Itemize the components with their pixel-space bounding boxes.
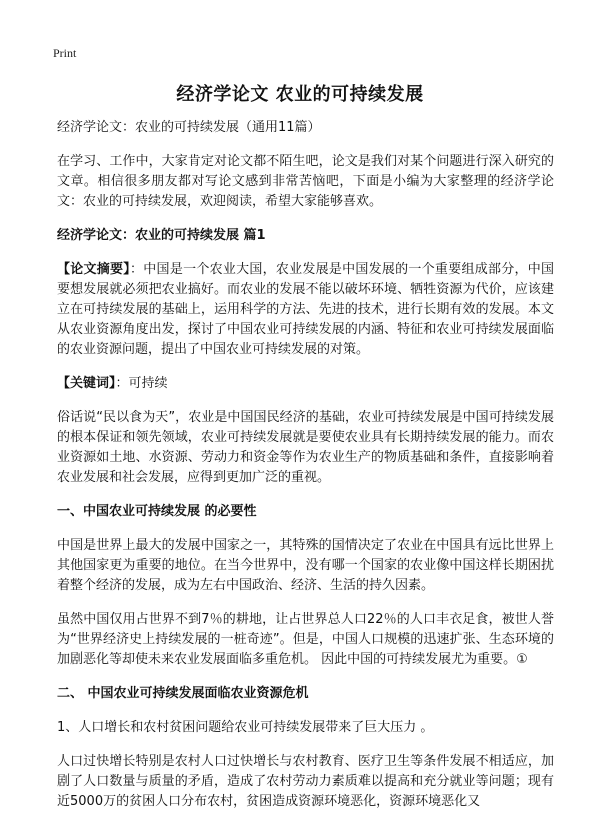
keywords-text: ：可持续 (115, 376, 168, 391)
abstract-label: 【论文摘要】 (57, 262, 131, 277)
intro2-paragraph: 俗话说“民以食为天”，农业是中国国民经济的基础，农业可持续发展是中国可持续发展的根本保证和领先领域，农业可持续发展就是要使农业具有长期持续发展的能力。而农业资源如土地、水资源、劳动力和资金等作为农业生产的物质基础和条件，直接影响着农业发展和社会发展，应得到更加广泛的重视。 (57, 410, 554, 485)
page-title: 经济学论文 农业的可持续发展 (176, 84, 424, 105)
section2-heading: 二、 中国农业可持续发展面临农业资源危机 (57, 686, 309, 701)
abstract-paragraph (57, 260, 554, 360)
section2-subheading: 1、人口增长和农村贫困问题给农业可持续发展带来了巨大压力 。 (57, 720, 434, 735)
section1-heading: 一、中国农业可持续发展 的必要性 (57, 504, 257, 519)
article-heading: 经济学论文：农业的可持续发展 篇1 (57, 228, 266, 243)
article-subtitle: 经济学论文：农业的可持续发展（通用11篇） (57, 120, 321, 135)
keywords-label: 【关键词】 (57, 376, 116, 391)
print-link[interactable]: Print (53, 46, 77, 60)
intro-paragraph: 在学习、工作中，大家肯定对论文都不陌生吧，论文是我们对某个问题进行深入研究的文章。相信很多朋友都对写论文感到非常苦恼吧，下面是小编为大家整理的经济学论文：农业的可持续发展，欢迎阅读，希望大家能够喜欢。 (57, 154, 554, 209)
abstract-text: ：中国是一个农业大国，农业发展是中国发展的一个重要组成部分，中国要想发展就必须把农业搞好。而农业的发展不能以破坏环境、牺牲资源为代价，应该建立在可持续发展的基础上，运用科学的方法、先进的技术，进行长期有效的发展。本文从农业资源角度出发，探讨了中国农业可持续发展的内涵、特征和农业可持续发展面临的农业资源问题，提出了中国农业可持续发展的对策。 (57, 262, 554, 357)
article-body (57, 118, 554, 812)
section2-paragraph-1: 人口过快增长特别是农村人口过快增长与农村教育、医疗卫生等条件发展不相适应，加剧了人口数量与质量的矛盾，造成了农村劳动力素质难以提高和充分就业等问题；现有近5000万的贫困人口分布农村，贫困造成资源环境恶化，资源环境恶化又 (57, 754, 554, 809)
section1-paragraph-2: 虽然中国仅用占世界不到7％的耕地，让占世界总人口22％的人口丰衣足食，被世人誉为“世界经济史上持续发展的一桩奇迹”。但是，中国人口规模的迅速扩张、生态环境的加剧恶化等却使未来农业发展面临多重危机。 因此中国的可持续发展尤为重要。① (57, 612, 554, 667)
keywords-paragraph (57, 374, 554, 394)
section1-paragraph-1: 中国是世界上最大的发展中国家之一，其特殊的国情决定了农业在中国具有远比世界上其他国家更为重要的地位。在当今世界中，没有哪一个国家的农业像中国这样长期困扰着整个经济的发展，成为左右中国政治、经济、生活的持久因素。 (57, 538, 554, 593)
